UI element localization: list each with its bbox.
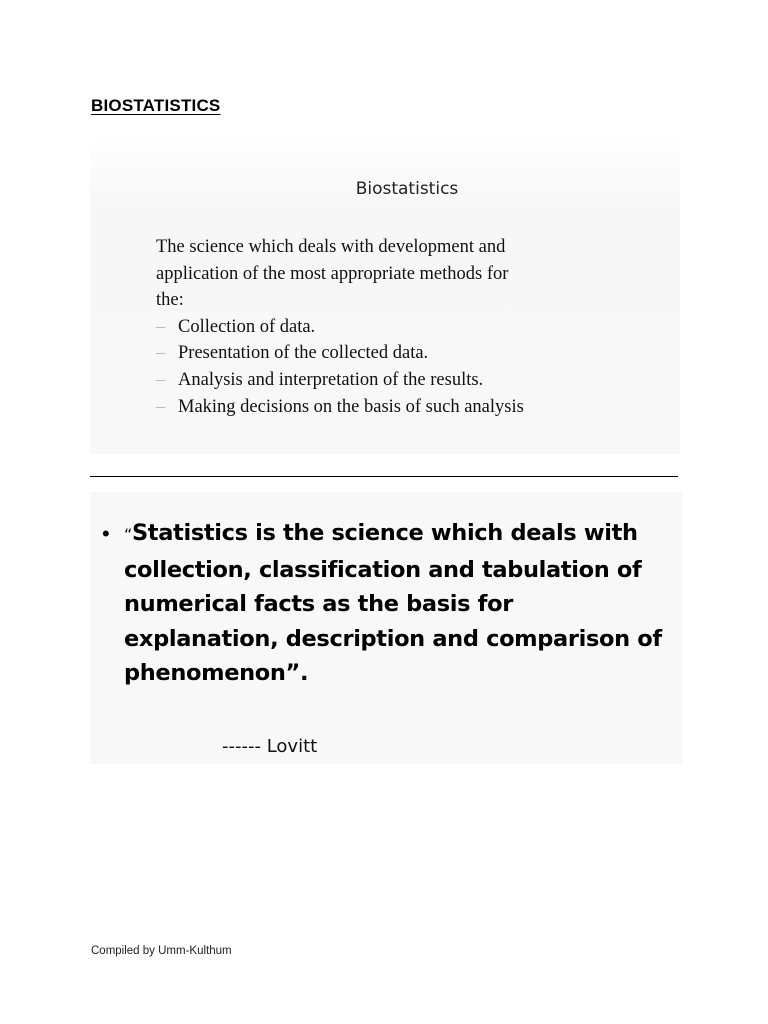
quote-text [124, 516, 662, 691]
slide-biostatistics-definition [90, 136, 680, 454]
dash-marker-icon: – [156, 369, 166, 390]
quote-line: numerical facts as the basis for [124, 591, 513, 617]
dash-marker-icon: – [156, 396, 166, 417]
slide-title: Biostatistics [355, 179, 459, 199]
slide-body [156, 234, 676, 420]
intro-line: The science which deals with development and [156, 237, 506, 257]
quote-line: collection, classification and tabulation of [124, 556, 642, 583]
footer-credit: Compiled by Umm-Kulthum [91, 945, 232, 957]
slide-statistics-quote [90, 492, 682, 764]
list-item [156, 340, 676, 367]
list-item [156, 367, 676, 394]
quote-line: phenomenon”. [124, 660, 309, 686]
method-list [156, 314, 676, 420]
section-divider [90, 476, 678, 477]
list-item-text: Presentation of the collected data. [178, 343, 429, 364]
quote-attribution: ------ Lovitt [222, 736, 318, 757]
bullet-icon: • [102, 521, 110, 546]
definition-intro [156, 234, 676, 314]
list-item [156, 314, 676, 341]
list-item-text: Making decisions on the basis of such analysis [178, 396, 524, 417]
intro-line: the: [156, 290, 184, 311]
list-item-text: Collection of data. [178, 316, 316, 337]
quote-block [102, 516, 677, 691]
quote-line: Statistics is the science which deals with [131, 520, 638, 546]
page-heading: BIOSTATISTICS [91, 96, 221, 115]
intro-line: application of the most appropriate methods for [156, 263, 509, 284]
open-quote-mark: “ [124, 525, 132, 544]
list-item [156, 394, 676, 421]
quote-line: explanation, description and comparison of [124, 625, 662, 652]
dash-marker-icon: – [156, 316, 166, 337]
dash-marker-icon: – [156, 343, 166, 364]
list-item-text: Analysis and interpretation of the results. [178, 369, 484, 390]
